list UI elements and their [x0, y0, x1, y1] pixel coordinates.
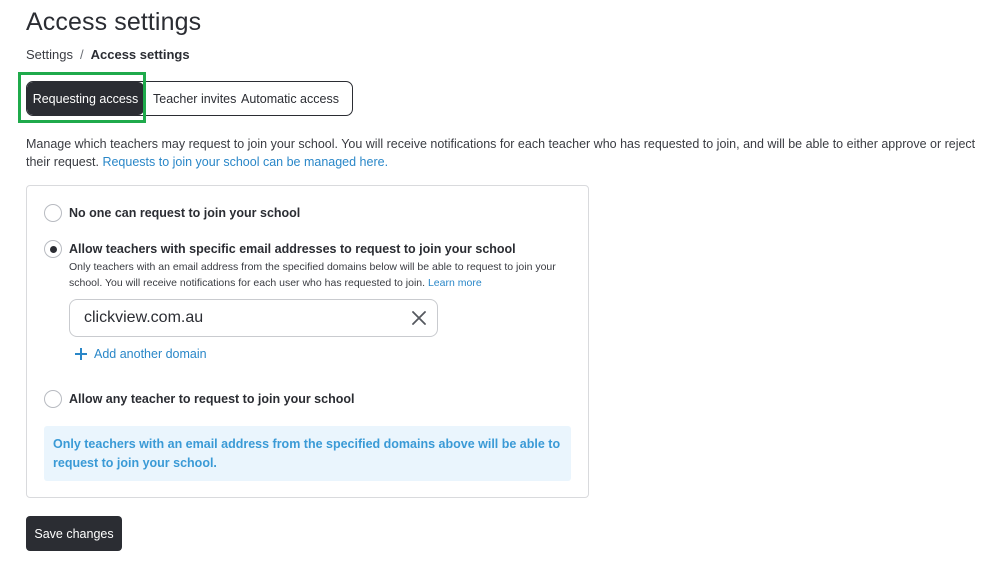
- option-specific-domains-label[interactable]: Allow teachers with specific email addresses to request to join your school: [69, 242, 516, 256]
- tab-requesting-access[interactable]: Requesting access: [27, 82, 144, 115]
- description-text: Manage which teachers may request to join your school. You will receive notifications for each teacher who has requested to join, and will be able to either approve or reject their request.: [26, 137, 976, 169]
- domain-input[interactable]: [84, 309, 401, 327]
- close-icon[interactable]: [401, 300, 437, 336]
- save-changes-button[interactable]: Save changes: [26, 516, 122, 551]
- page-title: Access settings: [26, 8, 202, 36]
- tab-teacher-invites[interactable]: Teacher invites: [153, 91, 237, 106]
- info-message: Only teachers with an email address from the specified domains above will be able to request to join your school.: [44, 426, 571, 481]
- specific-domains-help-text: Only teachers with an email address from the specified domains below will be able to request to join your school. You will receive notifications for each user who has requested to join.: [69, 261, 556, 289]
- tab-group: [26, 81, 353, 116]
- specific-domains-help: [69, 260, 569, 291]
- learn-more-link[interactable]: Learn more: [427, 276, 482, 289]
- add-domain-button[interactable]: [75, 347, 207, 361]
- option-any-teacher-label[interactable]: Allow any teacher to request to join your school: [69, 392, 355, 406]
- breadcrumb: [26, 47, 190, 62]
- radio-no-one[interactable]: [44, 204, 62, 222]
- option-any-teacher[interactable]: [44, 390, 354, 408]
- breadcrumb-current: Access settings: [90, 47, 190, 62]
- plus-icon: [75, 348, 87, 360]
- option-no-one[interactable]: [44, 204, 300, 222]
- description: [26, 135, 1001, 171]
- option-no-one-label[interactable]: No one can request to join your school: [69, 206, 301, 220]
- request-options-card: [26, 185, 589, 498]
- breadcrumb-settings-link[interactable]: Settings: [26, 47, 73, 62]
- option-specific-domains[interactable]: [44, 240, 516, 258]
- breadcrumb-separator: /: [79, 47, 84, 62]
- add-domain-label[interactable]: Add another domain: [94, 347, 207, 361]
- radio-any-teacher[interactable]: [44, 390, 62, 408]
- manage-requests-link[interactable]: Requests to join your school can be managed here.: [102, 155, 389, 169]
- domain-field[interactable]: [69, 299, 438, 337]
- tab-automatic-access[interactable]: Automatic access: [241, 91, 339, 106]
- radio-specific-domains[interactable]: [44, 240, 62, 258]
